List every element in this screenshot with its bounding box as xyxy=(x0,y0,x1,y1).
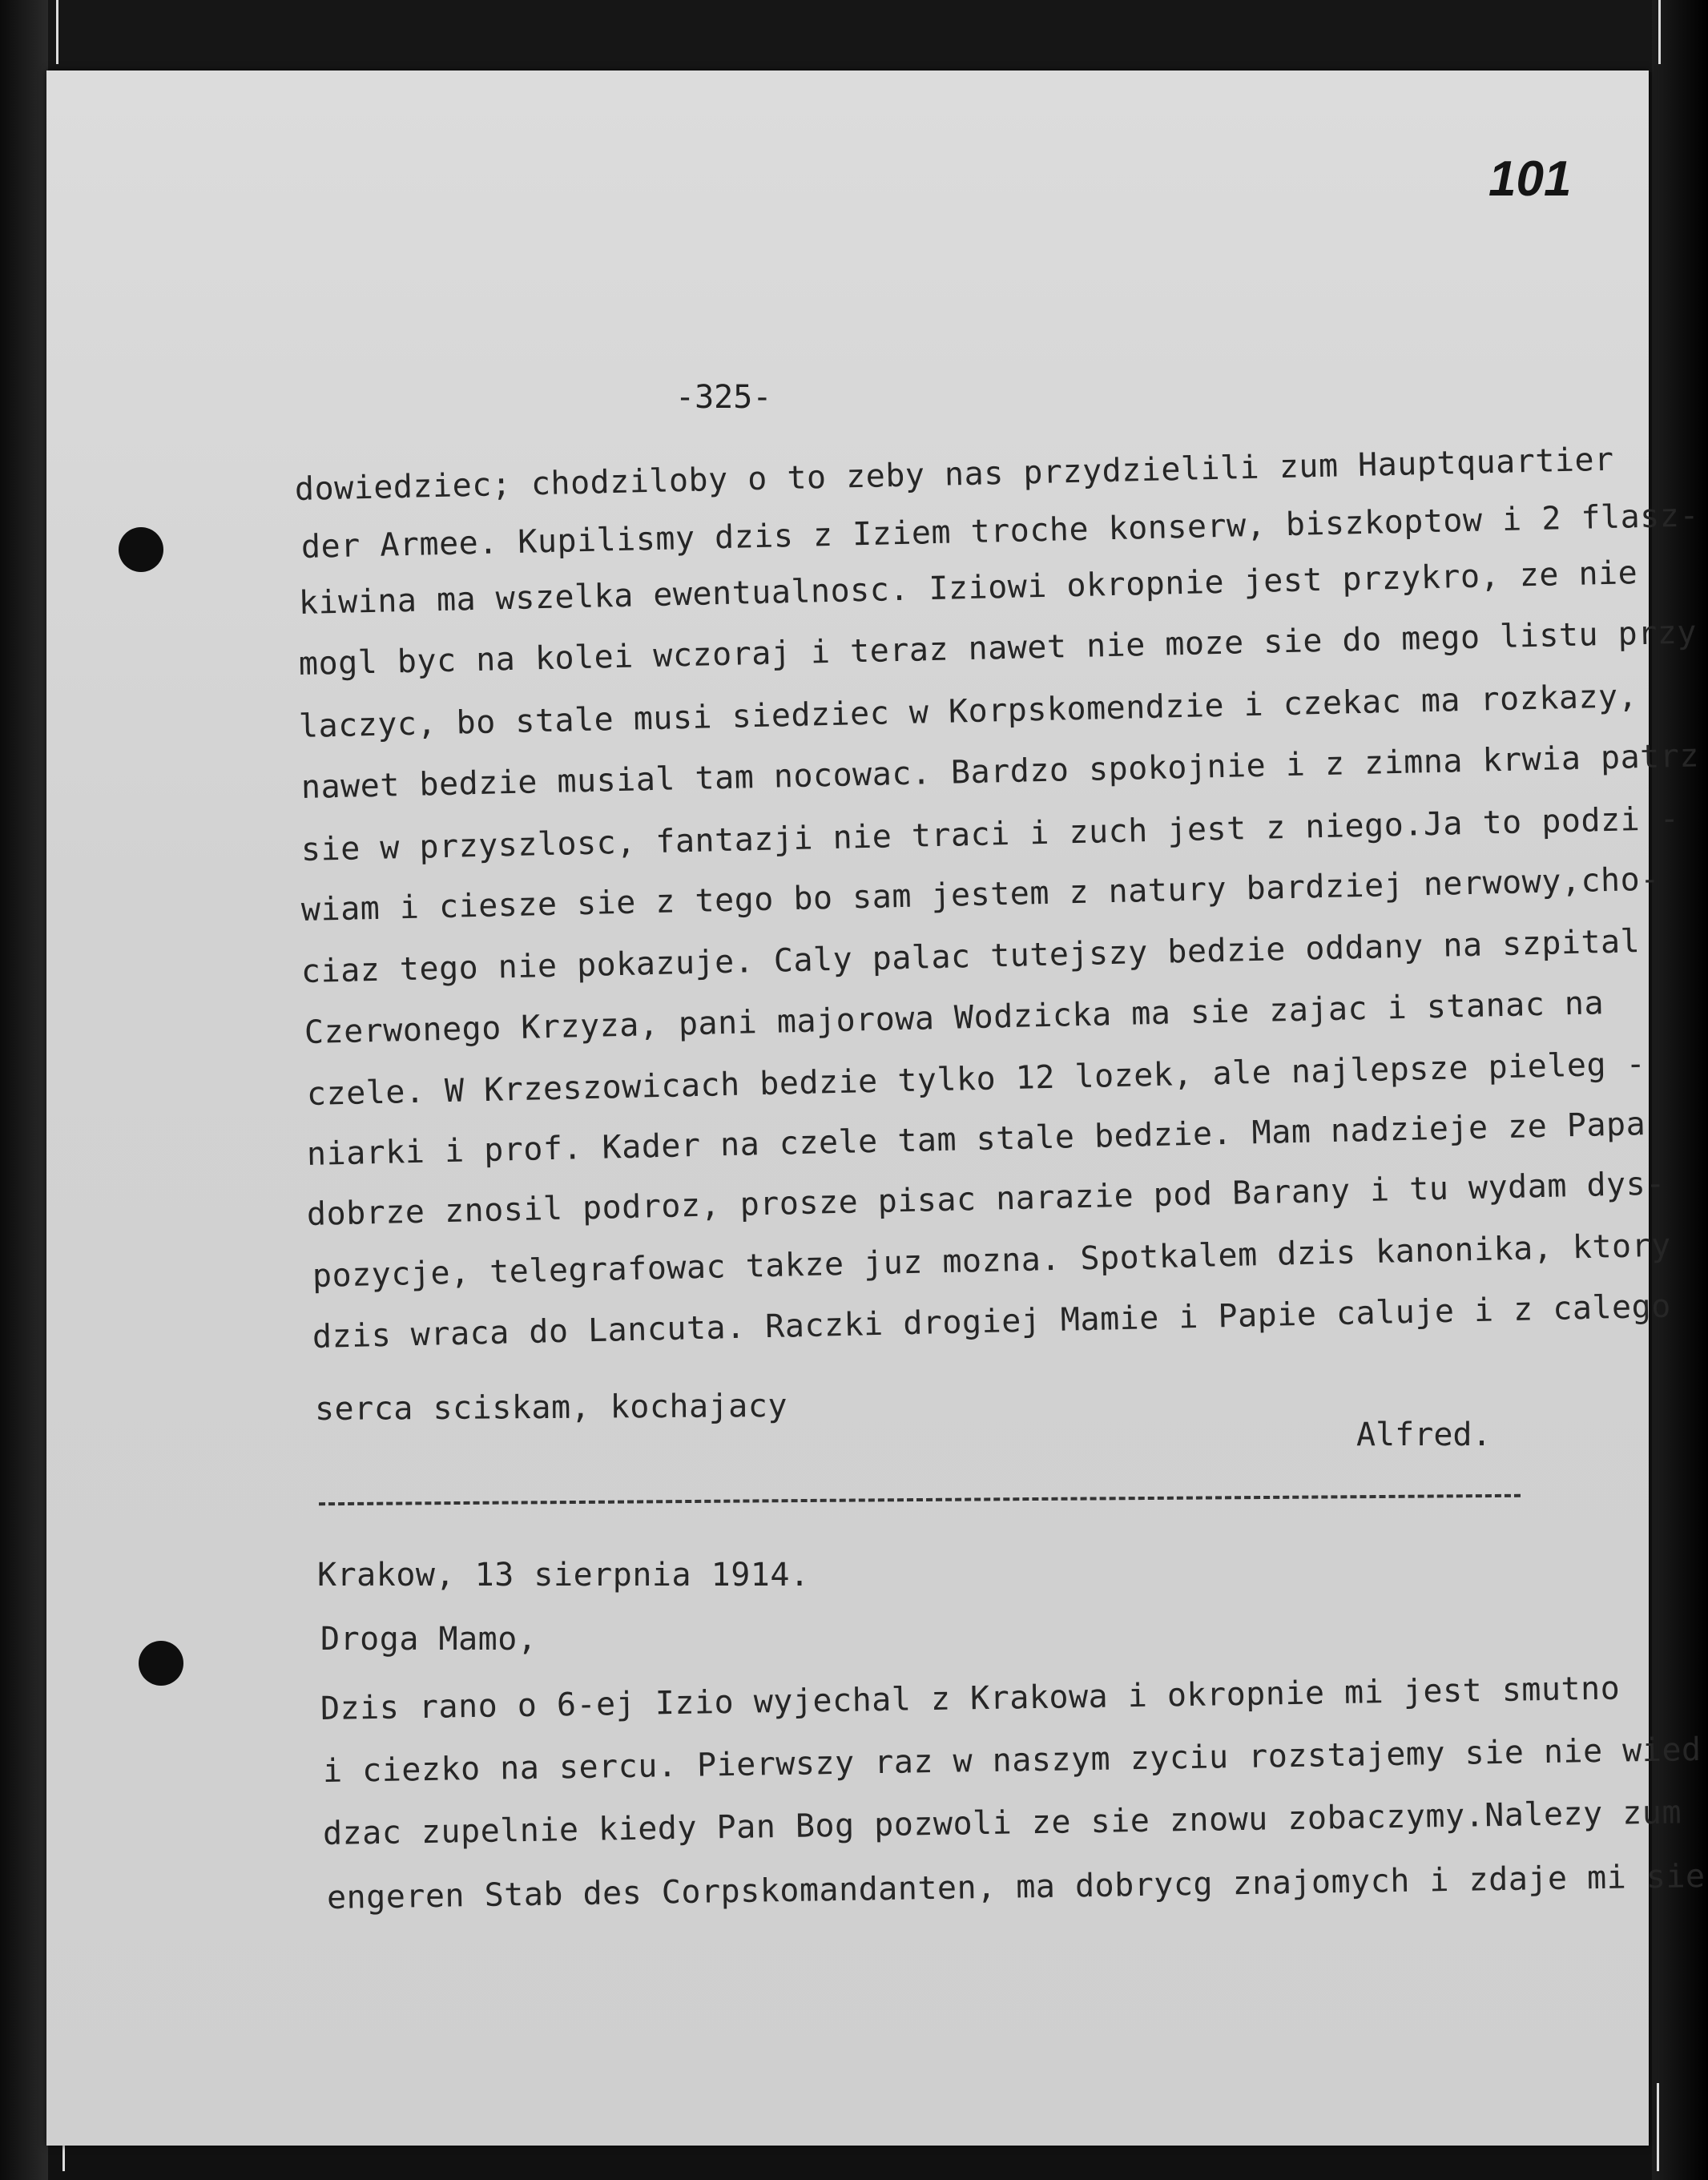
text-line: dzis wraca do Lancuta. Raczki drogiej Mamie i Papie caluje i z calego xyxy=(312,1287,1672,1356)
typed-page-number: -325- xyxy=(675,379,772,416)
scan-background-top xyxy=(0,0,1708,72)
folio-number: 101 xyxy=(1488,151,1572,207)
text-line: ciaz tego nie pokazuje. Caly palac tutejszy bedzie oddany na szpital xyxy=(300,923,1641,990)
text-line: dowiedziec; chodziloby o to zeby nas przydzielili zum Hauptquartier xyxy=(294,441,1615,508)
signature: Alfred. xyxy=(1356,1416,1492,1453)
document-page xyxy=(46,71,1706,2146)
punch-hole xyxy=(139,1641,183,1686)
text-line: i ciezko na sercu. Pierwszy raz w naszym zyciu rozstajemy sie nie wied xyxy=(322,1731,1702,1790)
text-line: Dzis rano o 6-ej Izio wyjechal z Krakowa i okropnie mi jest smutno xyxy=(320,1670,1621,1727)
registration-mark xyxy=(1658,0,1661,64)
dateline: Krakow, 13 sierpnia 1914. xyxy=(317,1557,810,1594)
text-line: engeren Stab des Corpskomandanten, ma dobrycg znajomych i zdaje mi sie xyxy=(326,1857,1706,1916)
text-line: wiam i ciesze sie z tego bo sam jestem z natury bardziej nerwowy,cho- xyxy=(300,860,1661,929)
text-line: czele. W Krzeszowicach bedzie tylko 12 lozek, ale najlepsze pieleg - xyxy=(306,1046,1646,1113)
punch-hole xyxy=(119,527,163,572)
text-line: niarki i prof. Kader na czele tam stale bedzie. Mam nadzieje ze Papa xyxy=(306,1106,1646,1173)
section-divider xyxy=(319,1494,1521,1505)
text-line: dzac zupelnie kiedy Pan Bog pozwoli ze sie znowu zobaczymy.Nalezy zum xyxy=(322,1794,1682,1852)
text-line: mogl byc na kolei wczoraj i teraz nawet nie moze sie do mego listu przy xyxy=(298,614,1698,683)
scan-background-left xyxy=(0,0,48,2180)
text-line: der Armee. Kupilismy dzis z Iziem troche konserw, biszkoptow i 2 flasz- xyxy=(300,497,1700,566)
text-line: kiwina ma wszelka ewentualnosc. Iziowi okropnie jest przykro, ze nie xyxy=(298,554,1638,622)
text-line: laczyc, bo stale musi siedziec w Korpskomendzie i czekac ma rozkazy, xyxy=(298,678,1638,745)
text-line: sie w przyszlosc, fantazji nie traci i zuch jest z niego.Ja to podzi - xyxy=(300,800,1680,868)
text-line: Czerwonego Krzyza, pani majorowa Wodzicka ma sie zajac i stanac na xyxy=(304,985,1605,1051)
registration-mark xyxy=(56,0,58,64)
scan-background-right xyxy=(1652,0,1708,2180)
registration-mark xyxy=(1657,2083,1659,2171)
text-line: dobrze znosil podroz, prosze pisac narazie pod Barany i tu wydam dys- xyxy=(306,1165,1666,1233)
text-line: serca sciskam, kochajacy xyxy=(314,1387,788,1428)
text-line: pozycje, telegrafowac takze juz mozna. Spotkalem dzis kanonika, ktory xyxy=(312,1227,1672,1295)
text-line: nawet bedzie musial tam nocowac. Bardzo spokojnie i z zimna krwia patrz xyxy=(300,737,1700,806)
salutation: Droga Mamo, xyxy=(320,1621,538,1658)
